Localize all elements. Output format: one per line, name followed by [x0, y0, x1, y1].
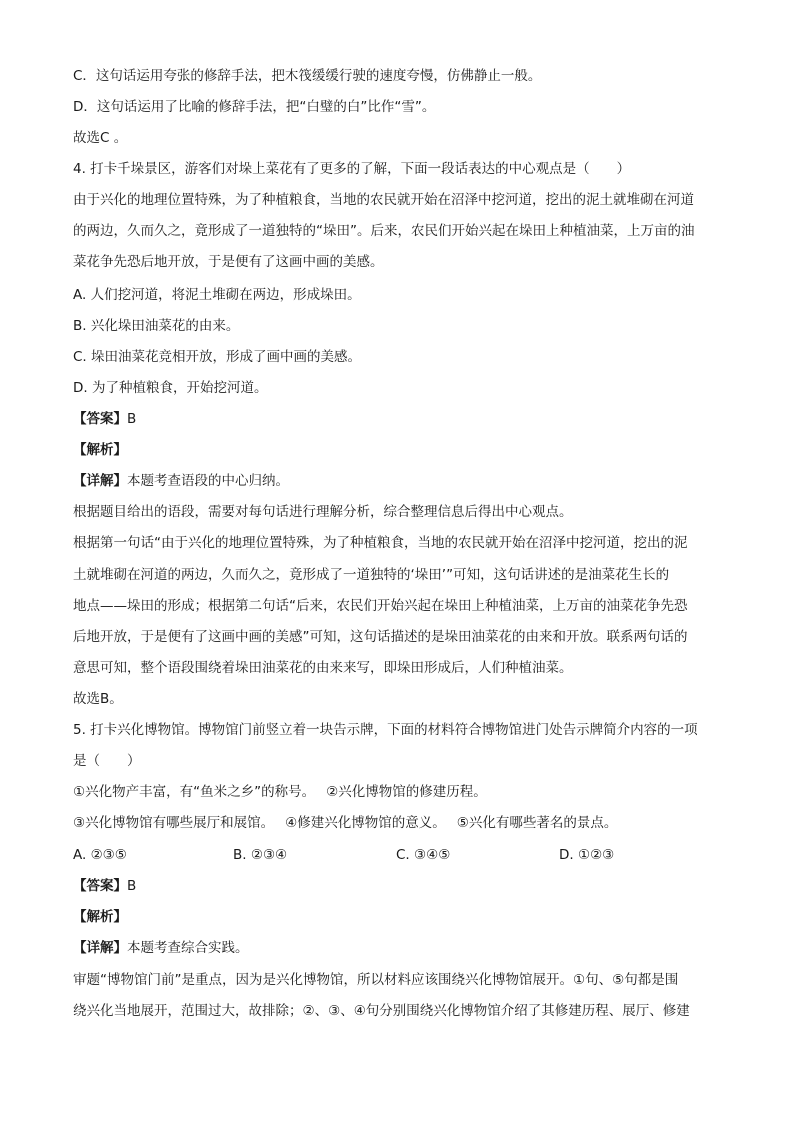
option-a: A. 人们挖河道，将泥土堆砌在两边，形成垛田。: [73, 287, 361, 303]
answer-line: [73, 876, 733, 896]
detail-line: [73, 471, 733, 491]
answer-tag: 【答案】: [73, 411, 127, 427]
explanation-line: 意思可知，整个语段围绕着垛田油菜花的由来来写，即垛田形成后，人们种植油菜。: [73, 660, 573, 676]
passage-line: 的两边，久而久之，竟形成了一道独特的“垛田”。后来，农民们开始兴起在垛田上种植油菜，上万亩的油: [73, 223, 695, 239]
explanation-line: 审题“博物馆门前”是重点，因为是兴化博物馆，所以材料应该围绕兴化博物馆展开。①句、⑤句都是围: [73, 972, 679, 988]
explanation-line: 根据第一句话“由于兴化的地理位置特殊，为了种植粮食，当地的农民就开始在沼泽中挖河道，挖出的泥: [73, 535, 688, 551]
option-b: B. ②③④: [233, 847, 288, 863]
explanation-line: 土就堆砌在河道的两边，久而久之，竟形成了一道独特的‘垛田’”可知，这句话讲述的是油菜花生长的: [73, 567, 670, 583]
analysis-line: [73, 907, 733, 927]
options-row: [73, 845, 733, 865]
answer-value: B: [127, 878, 137, 894]
detail-tag: 【详解】: [73, 940, 127, 956]
answer-value: B: [127, 411, 137, 427]
explanation-line: 后地开放，于是便有了这画中画的美感”可知，这句话描述的是垛田油菜花的由来和开放。联系两句话的: [73, 629, 688, 645]
option-c-explanation: C．这句话运用夸张的修辞手法，把木筏缓缓行驶的速度夸慢，仿佛静止一般。: [73, 68, 542, 84]
option-c: C. 垛田油菜花竞相开放，形成了画中画的美感。: [73, 349, 362, 365]
question-4-stem: 4. 打卡千垛景区，游客们对垛上菜花有了更多的了解，下面一段话表达的中心观点是（ ）: [73, 161, 631, 177]
question-5-stem: 5. 打卡兴化博物馆。博物馆门前竖立着一块告示牌，下面的材料符合博物馆进门处告示牌简介内容的一项: [73, 722, 698, 738]
option-c: C. ③④⑤: [396, 847, 451, 863]
option-d-explanation: D．这句话运用了比喻的修辞手法，把“白璧的白”比作“雪”。: [73, 99, 436, 115]
option-a: A. ②③⑤: [73, 847, 127, 863]
analysis-line: [73, 440, 733, 460]
passage-line: 由于兴化的地理位置特殊，为了种植粮食，当地的农民就开始在沼泽中挖河道，挖出的泥土就堆砌在河道: [73, 192, 694, 208]
explanation-line: 绕兴化当地展开，范围过大，故排除；②、③、④句分别围绕兴化博物馆介绍了其修建历程、展厅、修建: [73, 1003, 690, 1019]
choice-line: 故选B。: [73, 691, 123, 707]
explanation-line: 地点——垛田的形成；根据第二句话“后来，农民们开始兴起在垛田上种植油菜，上万亩的油菜花争先恐: [73, 598, 688, 614]
question-5-stem: 是（ ）: [73, 753, 141, 769]
detail-tag: 【详解】: [73, 473, 127, 489]
detail-text: 本题考查语段的中心归纳。: [127, 473, 289, 489]
explanation-line: 根据题目给出的语段，需要对每句话进行理解分析，综合整理信息后得出中心观点。: [73, 504, 573, 520]
option-b: B. 兴化垛田油菜花的由来。: [73, 318, 240, 334]
detail-line: [73, 938, 733, 958]
analysis-tag: 【解析】: [73, 909, 127, 925]
material-items: ①兴化物产丰富，有“鱼米之乡”的称号。 ②兴化博物馆的修建历程。: [73, 784, 487, 800]
detail-text: 本题考查综合实践。: [127, 940, 249, 956]
answer-tag: 【答案】: [73, 878, 127, 894]
option-d: D. 为了种植粮食，开始挖河道。: [73, 380, 268, 396]
passage-line: 菜花争先恐后地开放，于是便有了这画中画的美感。: [73, 254, 384, 270]
option-d: D. ①②③: [559, 847, 615, 863]
analysis-tag: 【解析】: [73, 442, 127, 458]
material-items: ③兴化博物馆有哪些展厅和展馆。 ④修建兴化博物馆的意义。 ⑤兴化有哪些著名的景点。: [73, 815, 618, 831]
choice-line: 故选C 。: [73, 130, 128, 146]
answer-line: [73, 409, 733, 429]
